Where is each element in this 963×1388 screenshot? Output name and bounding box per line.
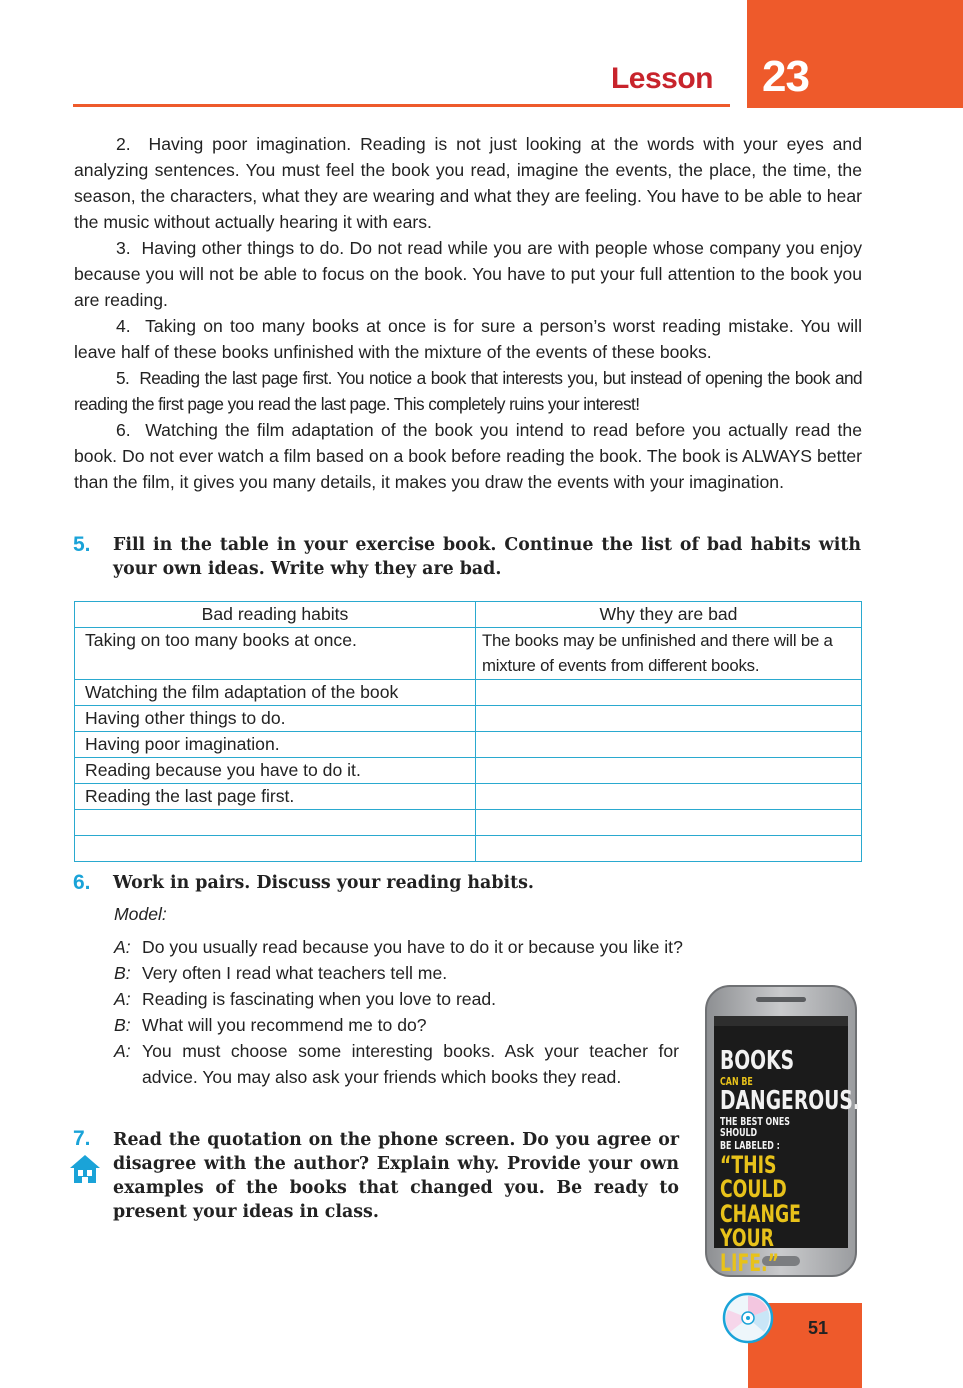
quote-line: LIFE.”	[720, 1249, 779, 1277]
table-cell-reason	[476, 810, 862, 836]
paragraph-2: 2. Having poor imagination. Reading is not just looking at the words with your eyes and analyzing sentences. You must feel the book you read, imagine the events, the place, the time, the season, the characters, what they are wearing and what they are feeling. You have to be able to hear the music without actually hearing it with ears.	[74, 134, 862, 232]
dialog-text: Very often I read what teachers tell me.	[142, 963, 448, 983]
table-header-row	[75, 602, 862, 628]
habits-table	[74, 601, 862, 862]
table-cell-reason	[476, 680, 862, 706]
dialog-speaker: A:	[114, 1041, 131, 1061]
quote-line: THE BEST ONES SHOULD	[720, 1115, 790, 1139]
dialog-speaker: A:	[114, 989, 131, 1009]
table-row	[75, 628, 862, 680]
dialog-speaker: A:	[114, 937, 131, 957]
table-row	[75, 680, 862, 706]
dialog-speaker: B:	[114, 1015, 131, 1035]
lesson-number: 23	[762, 52, 809, 101]
table-cell-habit: Having other things to do.	[75, 706, 476, 732]
exercise-5-number: 5.	[73, 533, 91, 556]
cd-icon	[722, 1292, 774, 1344]
quote-line: BOOKS	[720, 1046, 795, 1076]
home-icon	[68, 1153, 102, 1185]
table-cell-habit: Watching the film adaptation of the book	[75, 680, 476, 706]
exercise-6-number: 6.	[73, 871, 91, 894]
dialog-text: What will you recommend me to do?	[142, 1015, 427, 1035]
quote-line: CAN BE	[720, 1075, 753, 1088]
model-label: Model:	[114, 904, 167, 924]
quote-line: DANGEROUS.	[720, 1086, 860, 1116]
table-cell-reason	[476, 706, 862, 732]
dialog-speaker: B:	[114, 963, 131, 983]
table-cell-habit	[75, 836, 476, 862]
table-header-habits: Bad reading habits	[75, 602, 476, 628]
quote-line: BE LABELED :	[720, 1139, 780, 1152]
exercise-5-instruction: Fill in the table in your exercise book. Continue the list of bad habits with your own ideas. Write why they are bad.	[113, 535, 861, 579]
table-cell-habit	[75, 810, 476, 836]
table-row	[75, 810, 862, 836]
table-cell-habit: Reading the last page first.	[75, 784, 476, 810]
table-cell-reason	[476, 758, 862, 784]
exercise-7-instruction: Read the quotation on the phone screen. Do you agree or disagree with the author? Explain why. Provide your own examples of the books that changed you. Be ready to present your ideas in class.	[113, 1130, 679, 1222]
table-row	[75, 836, 862, 862]
table-cell-reason	[476, 732, 862, 758]
table-header-why: Why they are bad	[476, 602, 862, 628]
exercise-6-instruction: Work in pairs. Discuss your reading habits.	[113, 873, 534, 893]
table-row	[75, 784, 862, 810]
quote-line: “THIS COULD	[720, 1151, 787, 1203]
table-row	[75, 706, 862, 732]
dialog-line	[114, 1012, 427, 1038]
table-cell-habit: Taking on too many books at once.	[75, 628, 476, 680]
dialog-text: You must choose some interesting books. Ask your teacher for advice. You may also ask your friends which books they read.	[142, 1041, 679, 1087]
dialog-text: Reading is fascinating when you love to read.	[142, 989, 497, 1009]
table-cell-habit: Having poor imagination.	[75, 732, 476, 758]
phone-quote	[720, 1046, 860, 1277]
table-cell-reason: The books may be unfinished and there will be a mixture of events from different books.	[476, 628, 862, 680]
dialog-text: Do you usually read because you have to do it or because you like it?	[142, 937, 683, 957]
table-cell-habit: Reading because you have to do it.	[75, 758, 476, 784]
dialog-line	[114, 934, 683, 960]
dialog-line	[114, 986, 496, 1012]
paragraph-4: 4. Taking on too many books at once is for sure a person’s worst reading mistake. You will leave half of these books unfinished with the mixture of the events of these books.	[74, 316, 862, 362]
paragraph-3: 3. Having other things to do. Do not read while you are with people whose company you enjoy because you will not be able to focus on the book. You have to put your full attention to the book you are reading.	[74, 238, 862, 310]
paragraph-6: 6. Watching the film adaptation of the book you intend to read before you actually read the book. Do not ever watch a film based on a book before reading the book. The book is ALWAYS better than the film, it gives you many details, it makes you draw the events with your imagination.	[74, 420, 862, 492]
table-cell-reason	[476, 784, 862, 810]
paragraph-5: 5. Reading the last page first. You notice a book that interests you, but instead of opening the book and reading the first page you read the last page. This completely ruins your interest!	[74, 368, 862, 414]
dialog-line	[114, 960, 447, 986]
table-row	[75, 732, 862, 758]
table-row	[75, 758, 862, 784]
page-number: 51	[808, 1318, 829, 1338]
exercise-7-number: 7.	[73, 1127, 91, 1150]
lesson-label: Lesson	[610, 62, 713, 95]
header-rule	[73, 104, 730, 107]
quote-line: CHANGE YOUR	[720, 1200, 801, 1252]
table-cell-reason	[476, 836, 862, 862]
